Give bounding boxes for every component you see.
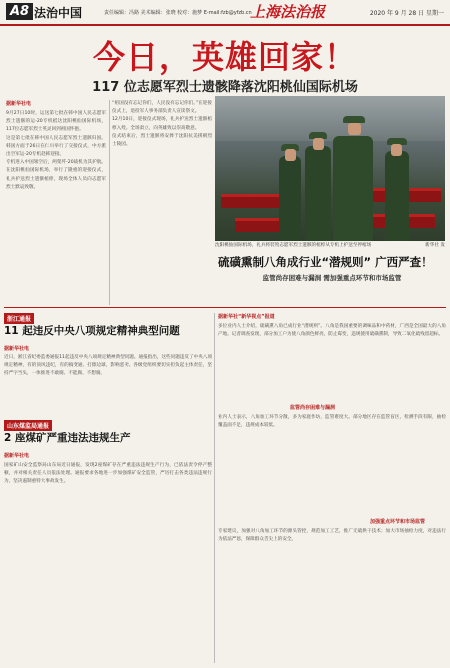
soldier-figure bbox=[385, 151, 409, 241]
photo-credit: 新华社 发 bbox=[425, 243, 445, 248]
main-story-section-b: 加强重点环节和市场监管 bbox=[370, 519, 426, 525]
shandong-section-label: 山东煤监局通报 bbox=[4, 420, 52, 431]
soldier-figure bbox=[279, 156, 301, 241]
left-paragraph-2: 这是第七批在韩中国人民志愿军烈士遗骸归国。韩国方面于26日在仁川举行了交接仪式，中方派出空军运-20专机赴韩迎接。 bbox=[6, 135, 106, 158]
middle-paragraph-2: 12月10日，迎接仪式现场，礼兵护送烈士遗骸棺椁入殓。全场肃立，向英雄致以崇高敬意。 bbox=[112, 117, 212, 131]
middle-paragraph-1: “祖国没有忘记你们，人民没有忘记你们。”在迎接仪式上，退役军人事务部负责人宣读祭文。 bbox=[112, 101, 212, 115]
column-divider bbox=[109, 100, 110, 305]
soldier-face bbox=[391, 144, 402, 156]
caption-text: 沈阳桃仙国际机场，礼兵将装殓志愿军烈士遗骸的棺椁从专机上护送至停棺场 bbox=[215, 243, 372, 248]
middle-paragraph-3: 仪式结束后，烈士遗骸将安葬于沈阳抗美援朝烈士陵园。 bbox=[112, 133, 212, 148]
main-headline: 今日，英雄回家！ bbox=[92, 38, 357, 76]
zhejiang-tag: 据新华社电 bbox=[4, 346, 30, 352]
middle-story-body bbox=[112, 100, 212, 305]
zhejiang-section-label: 浙江通报 bbox=[4, 313, 34, 324]
soldier-face bbox=[313, 138, 324, 150]
sub-headline: 117 位志愿军烈士遗骸降落沈阳桃仙国际机场 bbox=[92, 80, 358, 95]
soldier-face bbox=[348, 123, 361, 135]
shandong-tag: 据新华社电 bbox=[4, 453, 30, 459]
shandong-body: 国家矿山安全监察局山东局近日通报，发现2座煤矿存在严重违法违规生产行为，已依法责令停产整顿，并对相关责任人员依法处理。通报要求各地进一步加强煤矿安全监管，严厉打击各类违法违规行为，坚决遏制重特大事故发生。 bbox=[4, 463, 212, 485]
newspaper-logo: 上海法治报 bbox=[250, 3, 326, 21]
section-name: 法治中国 bbox=[34, 6, 83, 20]
section-rule bbox=[4, 307, 446, 308]
soldier-figure bbox=[305, 146, 331, 241]
main-story-section-a: 监管尚存困难与漏洞 bbox=[290, 405, 336, 411]
main-story-title: 硫磺熏制八角成行业“潜规则” 广西严查！ bbox=[218, 255, 433, 269]
main-story-subtitle: 监管尚存困难与漏洞 需加强重点环节和市场监管 bbox=[262, 274, 402, 282]
left-story-body bbox=[6, 110, 106, 305]
main-story-body: 多位业内人士介绍，硫磺熏八角已成行业“潜规则”。八角是我国重要的调味品和中药材，广西是全国最大的八角产地。记者调查发现，部分加工户为使八角颜色鲜亮、防止霉变，违规使用硫磺熏制，导致二氧化硫残留超标。 bbox=[218, 324, 446, 338]
main-story-tag: 据新华社“新华视点”报道 bbox=[218, 314, 275, 320]
soldier-face bbox=[285, 149, 296, 161]
main-story-body-a: 业内人士表示，八角加工环节分散，多为家庭作坊，监管难度大。部分地区存在监管盲区，检测手段有限，抽检覆盖面不足，违规成本较低。 bbox=[218, 415, 446, 429]
column-divider bbox=[214, 313, 215, 663]
soldier-cap bbox=[343, 116, 365, 123]
news-photo bbox=[215, 96, 445, 241]
left-paragraph-1: 9月27日10时，运送第七批在韩中国人民志愿军烈士遗骸的运-20专机抵达沈阳桃仙国际机场，117位志愿军烈士英灵回到祖国怀抱。 bbox=[6, 111, 106, 133]
soldier-figure bbox=[333, 136, 373, 241]
left-story-tag: 据新华社电 bbox=[6, 101, 32, 107]
main-story-body-b: 专家建议，加强对八角加工环节的源头管控，规范加工工艺，推广无硫烘干技术；加大市场抽检力度，对违法行为依法严惩，保障群众舌尖上的安全。 bbox=[218, 529, 446, 543]
photo-caption bbox=[215, 243, 445, 249]
shandong-title: 2 座煤矿严重违法违规生产 bbox=[4, 432, 131, 444]
photo-sky bbox=[215, 96, 445, 141]
page-number: A8 bbox=[6, 3, 33, 20]
zhejiang-body: 近日，浙江省纪委监委通报11起违反中央八项规定精神典型问题。通报指出，这些问题违反了中央八项规定精神，有的顶风违纪，有的搞变通、打擦边球，影响恶劣。各级党组织要切实担负起主体责任，坚持严字当头，一体推进不敢腐、不能腐、不想腐。 bbox=[4, 355, 212, 377]
zhejiang-title: 11 起违反中央八项规定精神典型问题 bbox=[4, 325, 180, 337]
editor-credits: 责任编辑：冯路 美术编辑：张晓 校对：施梦 E-mail:fzb@yfzb.cn bbox=[104, 10, 252, 16]
masthead bbox=[0, 0, 450, 26]
issue-date: 2020 年 9 月 28 日 星期一 bbox=[369, 10, 444, 17]
left-paragraph-3: 专机进入中国领空后，两架歼-20战机为其护航。在沈阳桃仙国际机场，举行了隆重的迎接仪式，礼兵护送烈士遗骸棺椁，现场全体人员向志愿军烈士默哀致敬。 bbox=[6, 160, 106, 190]
